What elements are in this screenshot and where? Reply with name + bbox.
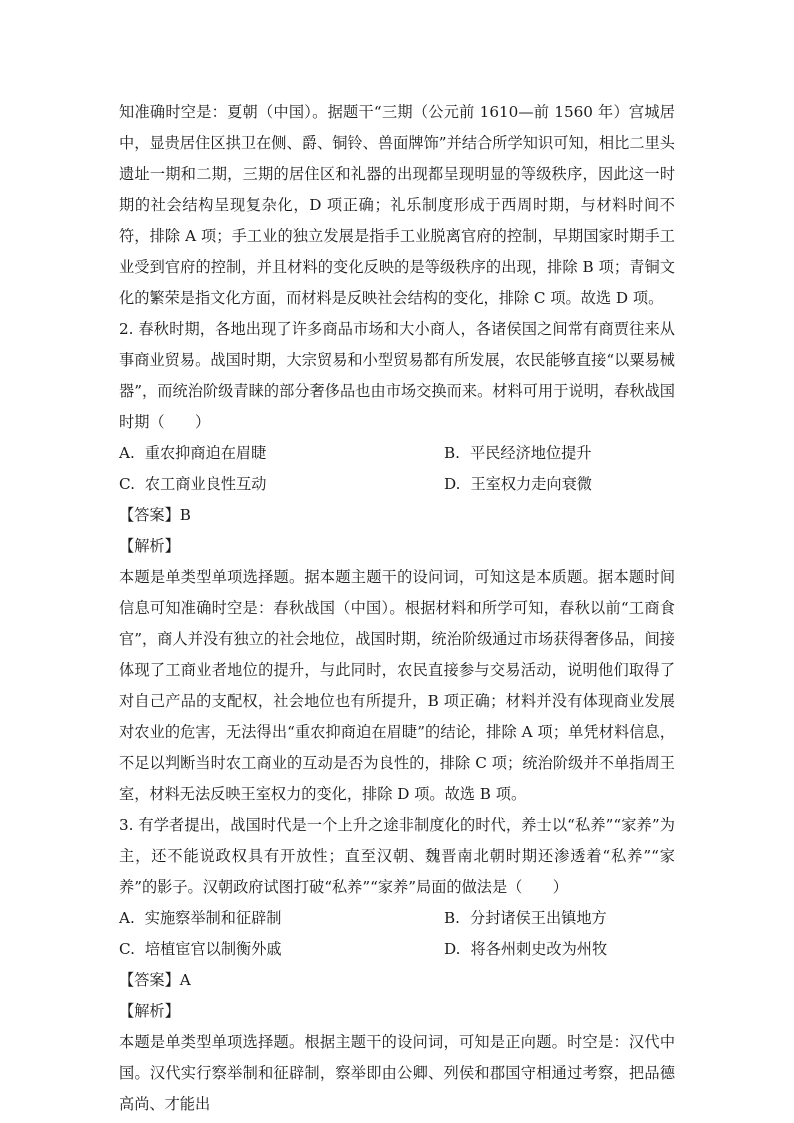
document-page (119, 97, 675, 1120)
q3-option-b (444, 903, 675, 934)
q2-answer: 【答案】B (119, 506, 191, 524)
option-letter: B. (444, 909, 460, 927)
q2-option-d (444, 469, 675, 500)
q3-analysis: 本题是单类型单项选择题。根据主题干的设问词，可知是正向题。时空是：汉代中国。汉代实行察举制和征辟制，察举即由公卿、列侯和郡国守相通过考察，把品德高尚、才能出 (119, 1033, 675, 1113)
q3-option-c (119, 934, 444, 965)
option-text: 将各州刺史改为州牧 (470, 940, 608, 958)
q2-stem: 2. 春秋时期，各地出现了许多商品市场和大小商人，各诸侯国之间常有商贾往来从事商业贸易。战国时期，大宗贸易和小型贸易都有所发展，农民能够直接“以粟易械器”，而统治阶级青睐的部分奢侈品也由市场交换而来。材料可用于说明，春秋战国时期（ ） (119, 320, 675, 431)
option-letter: A. (119, 444, 135, 462)
q3-analysis-label: 【解析】 (119, 1002, 180, 1020)
q2-option-b (444, 438, 675, 469)
q3-answer: 【答案】A (119, 971, 191, 989)
q3-options (119, 903, 675, 965)
option-letter: C. (119, 475, 135, 493)
q2-analysis: 本题是单类型单项选择题。据本题主题干的设问词，可知这是本质题。据本题时间信息可知准确时空是：春秋战国（中国）。根据材料和所学可知，春秋以前“工商食官”，商人并没有独立的社会地位，战国时期，统治阶级通过市场获得奢侈品，间接体现了工商业者地位的提升，与此同时，农民直接参与交易活动，说明他们取得了对自己产品的支配权，社会地位也有所提升，B 项正确；材料并没有体现商业发展对农业的危害，无法得出“重农抑商迫在眉睫”的结论，排除 A 项；单凭材料信息，不足以判断当时农工商业的互动是否为良性的，排除 C 项；统治阶级并不单指周王室，材料无法反映王室权力的变化，排除 D 项。故选 B 项。 (119, 568, 675, 803)
q3-stem: 3. 有学者提出，战国时代是一个上升之途非制度化的时代，养士以“私养”“家养”为主，还不能说政权具有开放性；直至汉朝、魏晋南北朝时期还渗透着“私养”“家养”的影子。汉朝政府试图打破“私养”“家养”局面的做法是（ ） (119, 816, 675, 896)
option-letter: D. (444, 475, 461, 493)
q2-option-a (119, 438, 444, 469)
option-text: 农工商业良性互动 (144, 475, 267, 493)
option-text: 实施察举制和征辟制 (144, 909, 282, 927)
option-text: 培植宦官以制衡外戚 (144, 940, 282, 958)
q3-option-a (119, 903, 444, 934)
q1-analysis-continuation: 知准确时空是：夏朝（中国）。据题干“三期（公元前 1610—前 1560 年）宫城居中，显贵居住区拱卫在侧、爵、铜铃、兽面牌饰”并结合所学知识可知，相比二里头遗址一期和二期，三期的居住区和礼器的出现都呈现明显的等级秩序，因此这一时期的社会结构呈现复杂化，D 项正确；礼乐制度形成于西周时期，与材料时间不符，排除 A 项；手工业的独立发展是指手工业脱离官府的控制，早期国家时期手工业受到官府的控制，并且材料的变化反映的是等级秩序的出现，排除 B 项；青铜文化的繁荣是指文化方面，而材料是反映社会结构的变化，排除 C 项。故选 D 项。 (119, 103, 675, 307)
option-text: 分封诸侯王出镇地方 (470, 909, 607, 927)
option-letter: B. (444, 444, 460, 462)
q2-option-c (119, 469, 444, 500)
option-letter: D. (444, 940, 461, 958)
q2-options (119, 438, 675, 500)
option-letter: A. (119, 909, 135, 927)
option-letter: C. (119, 940, 135, 958)
option-text: 平民经济地位提升 (470, 444, 592, 462)
option-text: 重农抑商迫在眉睫 (144, 444, 267, 462)
option-text: 王室权力走向衰微 (470, 475, 592, 493)
q3-option-d (444, 934, 675, 965)
q2-analysis-label: 【解析】 (119, 537, 180, 555)
